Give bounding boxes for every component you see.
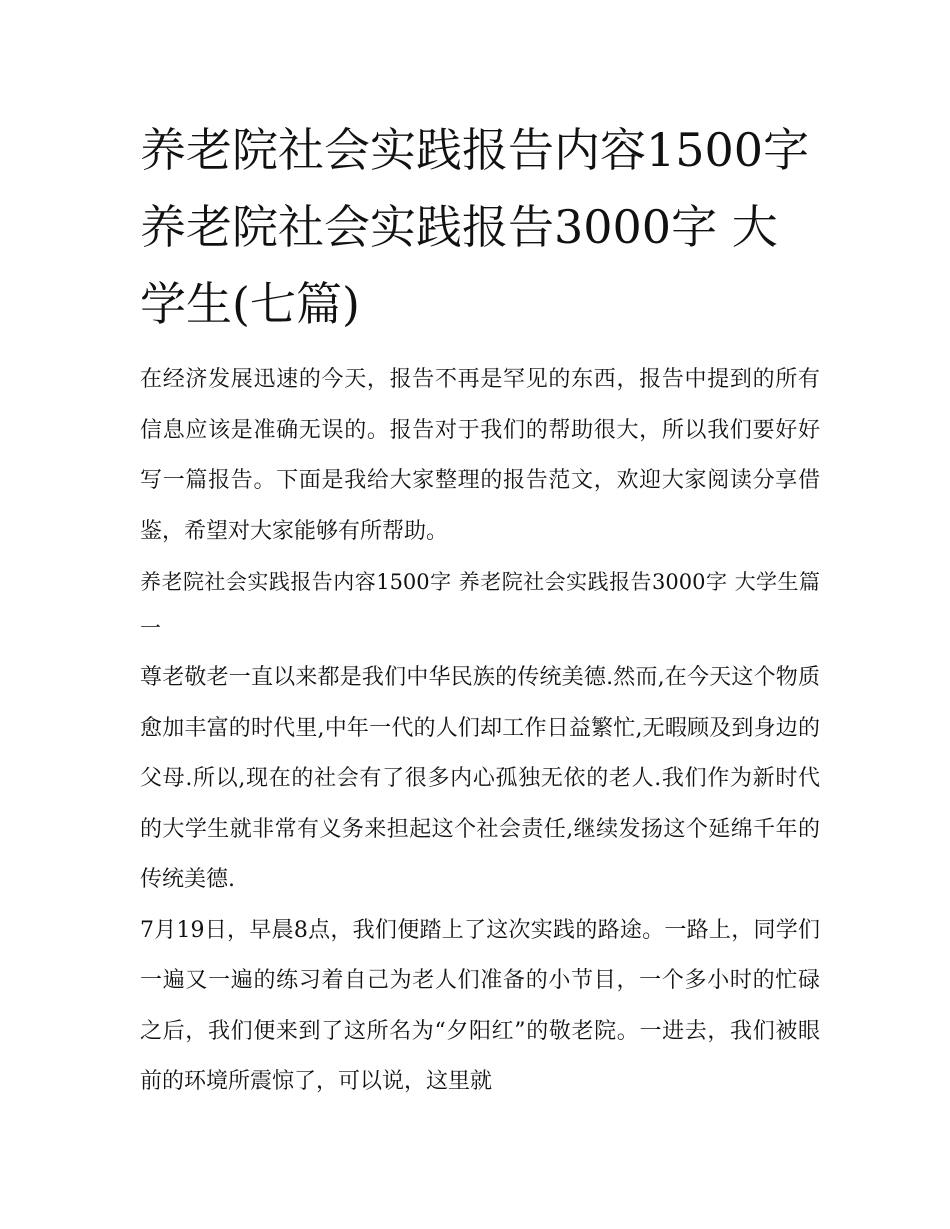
body-paragraph-1: 尊老敬老一直以来都是我们中华民族的传统美德.然而,在今天这个物质愈加丰富的时代里,中年一代的人们却工作日益繁忙,无暇顾及到身边的父母.所以,现在的社会有了很多内心孤独无依的老人.我们作为新时代的大学生就非常有义务来担起这个社会责任,继续发扬这个延绵千年的传统美德. [140,665,820,892]
section-heading: 养老院社会实践报告内容1500字 养老院社会实践报告3000字 大学生篇一 [140,570,820,640]
document-title: 养老院社会实践报告内容1500字 养老院社会实践报告3000字 大学生(七篇) [140,123,810,331]
intro-paragraph: 在经济发展迅速的今天，报告不再是罕见的东西，报告中提到的所有信息应该是准确无误的。报告对于我们的帮助很大，所以我们要好好写一篇报告。下面是我给大家整理的报告范文，欢迎大家阅读分享借鉴，希望对大家能够有所帮助。 [140,367,820,544]
body-paragraph-2: 7月19日，早晨8点，我们便踏上了这次实践的路途。一路上，同学们一遍又一遍的练习着自己为老人们准备的小节目，一个多小时的忙碌之后，我们便来到了这所名为“夕阳红”的敬老院。一进去，我们被眼前的环境所震惊了，可以说，这里就 [140,917,820,1094]
